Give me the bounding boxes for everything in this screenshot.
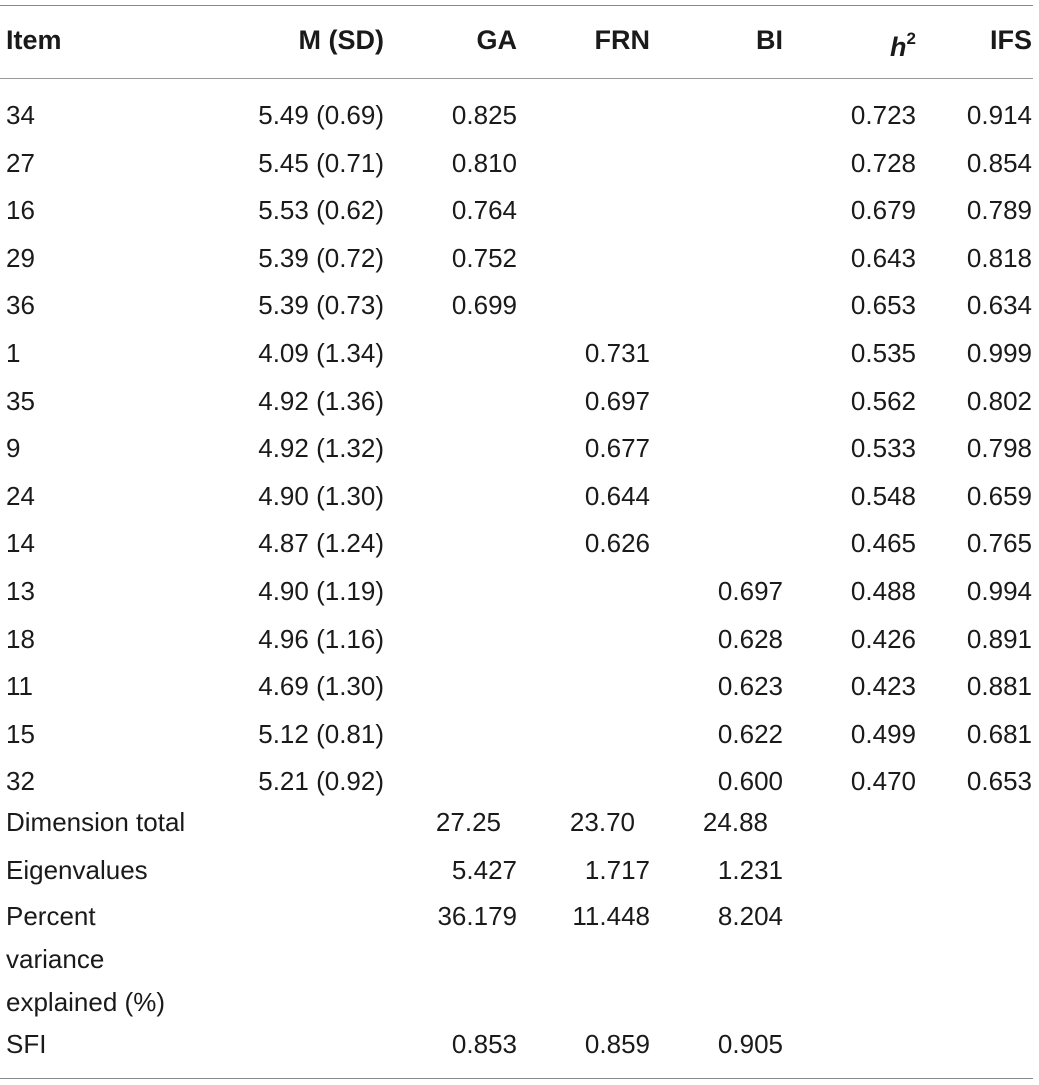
cell-msd: 4.90 (1.30)	[258, 480, 384, 511]
cell-msd: 4.92 (1.32)	[258, 433, 384, 464]
cell-msd: 5.21 (0.92)	[258, 766, 384, 797]
cell-ifs: 0.765	[966, 528, 1032, 559]
cell-item: 15	[6, 718, 35, 749]
table-row	[0, 235, 1039, 282]
summary-bi: 0.905	[717, 1029, 783, 1059]
cell-h2: 0.535	[850, 338, 916, 368]
summary-bi: 1.231	[717, 855, 783, 885]
cell-msd: 5.53 (0.62)	[258, 195, 384, 226]
cell-frn: 0.731	[584, 338, 650, 368]
table-header-row	[0, 5, 1039, 62]
cell-item: 27	[6, 147, 35, 178]
cell-bi: 0.600	[717, 766, 783, 797]
table-row	[0, 425, 1039, 472]
cell-bi: 0.622	[717, 718, 783, 749]
cell-item: 32	[6, 766, 35, 797]
summary-bi: 8.204	[717, 901, 783, 931]
cell-item: 29	[6, 242, 35, 273]
cell-msd: 5.45 (0.71)	[258, 147, 384, 178]
header-item: Item	[6, 25, 62, 55]
table-row	[0, 520, 1039, 567]
cell-msd: 4.69 (1.30)	[258, 671, 384, 702]
summary-row-sfi	[0, 1021, 1039, 1068]
cell-msd: 5.12 (0.81)	[258, 718, 384, 749]
cell-msd: 4.87 (1.24)	[258, 528, 384, 559]
header-h2: $h^2$	[890, 29, 916, 62]
summary-bi: 24.88	[702, 807, 768, 837]
cell-ga: 0.810	[451, 147, 517, 178]
cell-item: 34	[6, 100, 35, 130]
cell-ifs: 0.891	[966, 623, 1032, 654]
cell-h2: 0.426	[850, 623, 916, 654]
cell-msd: 4.90 (1.19)	[258, 576, 384, 606]
cell-item: 18	[6, 623, 35, 654]
cell-item: 14	[6, 528, 35, 559]
cell-h2: 0.728	[850, 147, 916, 178]
cell-item: 35	[6, 385, 35, 416]
cell-ifs: 0.789	[966, 195, 1032, 226]
cell-ifs: 0.881	[966, 671, 1032, 702]
cell-ifs: 0.994	[966, 576, 1032, 606]
summary-frn: 23.70	[569, 807, 635, 837]
cell-ifs: 0.659	[966, 480, 1032, 511]
cell-item: 24	[6, 480, 35, 511]
cell-frn: 0.644	[584, 480, 650, 511]
table-row	[0, 187, 1039, 234]
cell-h2: 0.723	[850, 100, 916, 130]
table-row	[0, 473, 1039, 520]
cell-ga: 0.699	[451, 290, 517, 321]
cell-ifs: 0.854	[966, 147, 1032, 178]
cell-msd: 5.39 (0.73)	[258, 290, 384, 321]
header-msd: M (SD)	[298, 25, 384, 55]
summary-row-eigenvalues	[0, 847, 1039, 894]
cell-msd: 4.96 (1.16)	[258, 623, 384, 654]
summary-frn: 11.448	[572, 901, 650, 931]
summary-row-dimension-total	[0, 799, 1039, 846]
summary-ga: 5.427	[451, 855, 517, 885]
header-ga: GA	[476, 25, 517, 55]
cell-msd: 4.92 (1.36)	[258, 385, 384, 416]
summary-frn: 1.717	[584, 855, 650, 885]
cell-ifs: 0.802	[966, 385, 1032, 416]
cell-h2: 0.653	[850, 290, 916, 321]
cell-ifs: 0.818	[966, 242, 1032, 273]
summary-label: Percent variance explained (%)	[6, 901, 165, 1017]
cell-ga: 0.764	[451, 195, 517, 226]
cell-h2: 0.488	[850, 576, 916, 606]
cell-h2: 0.548	[850, 480, 916, 511]
table-row	[0, 282, 1039, 329]
cell-h2: 0.499	[850, 718, 916, 749]
cell-msd: 4.09 (1.34)	[258, 338, 384, 368]
summary-frn: 0.859	[584, 1029, 650, 1059]
summary-label: SFI	[6, 1029, 47, 1059]
cell-ga: 0.825	[451, 100, 517, 130]
table-row	[0, 330, 1039, 377]
cell-item: 1	[6, 338, 21, 368]
summary-row-percent-variance	[0, 893, 1039, 1023]
summary-ga: 27.25	[435, 807, 501, 837]
cell-msd: 5.49 (0.69)	[258, 100, 384, 130]
cell-frn: 0.626	[584, 528, 650, 559]
cell-msd: 5.39 (0.72)	[258, 242, 384, 273]
cell-item: 36	[6, 290, 35, 321]
table-bottom-rule	[0, 1078, 1033, 1079]
cell-bi: 0.628	[717, 623, 783, 654]
table-row	[0, 711, 1039, 758]
cell-ifs: 0.681	[966, 718, 1032, 749]
table-row	[0, 140, 1039, 187]
table-row	[0, 568, 1039, 615]
cell-bi: 0.623	[717, 671, 783, 702]
cell-item: 16	[6, 195, 35, 226]
summary-ga: 0.853	[451, 1029, 517, 1059]
cell-item: 11	[6, 671, 33, 702]
cell-h2: 0.643	[850, 242, 916, 273]
table-row	[0, 616, 1039, 663]
cell-h2: 0.533	[850, 433, 916, 464]
summary-ga: 36.179	[437, 901, 517, 931]
cell-h2: 0.562	[850, 385, 916, 416]
cell-h2: 0.679	[850, 195, 916, 226]
table-row	[0, 663, 1039, 710]
cell-bi: 0.697	[717, 576, 783, 606]
table-row	[0, 92, 1039, 139]
cell-h2: 0.470	[850, 766, 916, 797]
cell-ifs: 0.999	[966, 338, 1032, 368]
cell-h2: 0.423	[850, 671, 916, 702]
cell-item: 9	[6, 433, 21, 464]
summary-label: Dimension total	[6, 807, 186, 837]
cell-ga: 0.752	[451, 242, 517, 273]
header-ifs: IFS	[989, 25, 1032, 55]
cell-h2: 0.465	[850, 528, 916, 559]
cell-ifs: 0.798	[966, 433, 1032, 464]
header-bi: BI	[756, 25, 783, 55]
cell-ifs: 0.914	[966, 100, 1032, 130]
cell-ifs: 0.653	[966, 766, 1032, 797]
summary-label: Eigenvalues	[6, 855, 148, 885]
cell-ifs: 0.634	[966, 290, 1032, 321]
table-row	[0, 378, 1039, 425]
header-frn: FRN	[594, 25, 650, 55]
cell-item: 13	[6, 576, 35, 606]
table-header-rule	[0, 78, 1033, 79]
cell-frn: 0.677	[584, 433, 650, 464]
cell-frn: 0.697	[584, 385, 650, 416]
